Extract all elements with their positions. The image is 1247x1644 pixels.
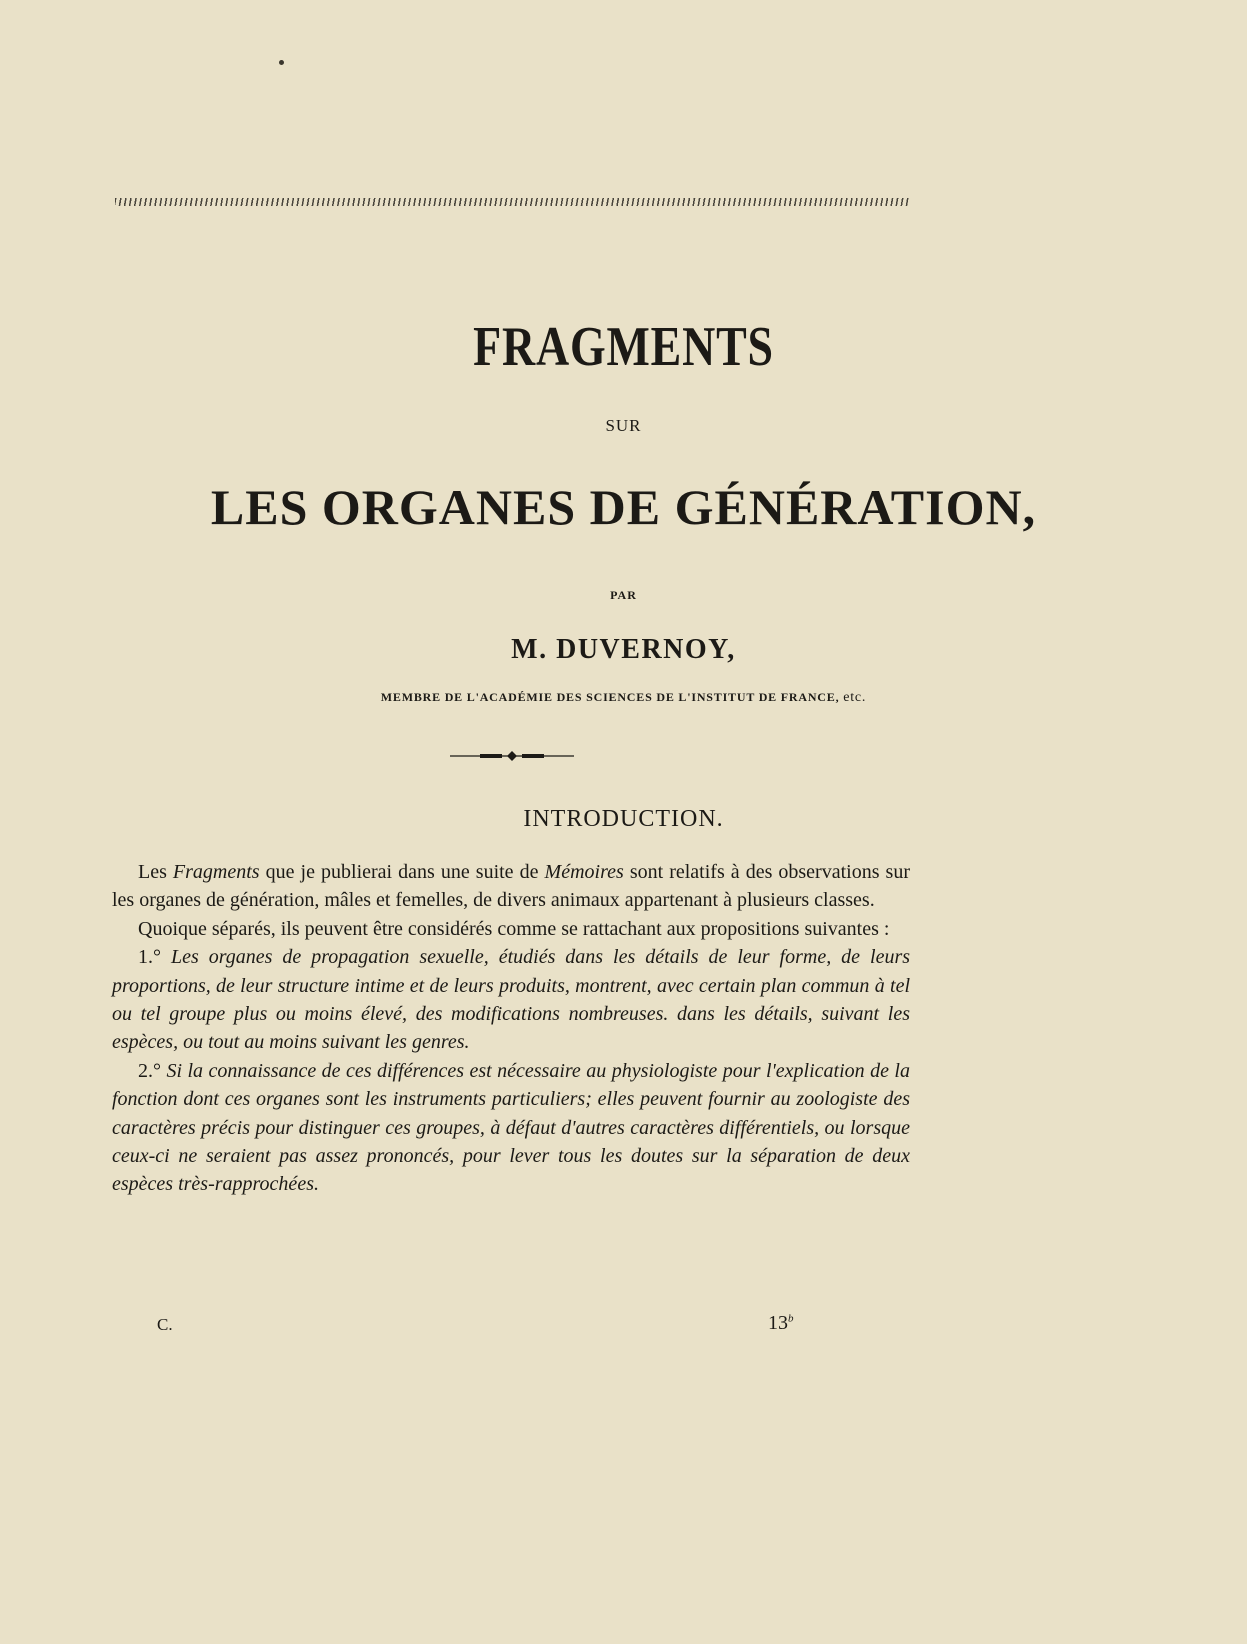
- paragraph-2: Quoique séparés, ils peuvent être considérés comme se rattachant aux propositions suivantes :: [138, 917, 890, 940]
- proposition-2: [112, 1057, 910, 1199]
- signature-mark: C.: [157, 1315, 173, 1334]
- affiliation-text: MEMBRE DE L'ACADÉMIE DES SCIENCES DE L'INSTITUT DE FRANCE,: [380, 690, 840, 704]
- page-number-superscript: b: [788, 1312, 794, 1325]
- paragraph-1-text-c: sont relatifs à des observations sur les organes de génération, mâles et femelles, de divers animaux appartenant à plusieurs classes.: [112, 861, 910, 912]
- section-heading: INTRODUCTION.: [523, 806, 724, 832]
- subtitle: LES ORGANES DE GÉNÉRATION,: [210, 479, 1037, 535]
- author-prefix: PAR: [610, 588, 637, 602]
- ink-speck: [279, 60, 284, 65]
- proposition-1: [112, 943, 910, 1057]
- proposition-1-text: Les organes de propagation sexuelle, étudiés dans les détails de leur forme, de leurs proportions, de leur structure intime et de leurs produits, montrent, avec certain plan commun à tel ou tel groupe plus ou moins élevé, des modifications nombreuses. dans les détails, suivant les espèces, ou tout au moins suivant les genres.: [112, 946, 911, 1054]
- main-title: FRAGMENTS: [473, 316, 774, 378]
- paragraph-1-italic-b: Mémoires: [544, 861, 624, 883]
- affiliation-etc: etc.: [843, 690, 867, 705]
- author-name: M. DUVERNOY,: [511, 634, 736, 665]
- proposition-2-number: 2.°: [138, 1059, 167, 1082]
- author-affiliation: [0, 690, 1247, 706]
- proposition-1-number: 1.°: [138, 946, 171, 969]
- paragraph-1-text-a: Les: [138, 861, 173, 883]
- body-text: [112, 858, 910, 1199]
- title-connector: SUR: [605, 416, 642, 435]
- page-number: [768, 1312, 794, 1335]
- paragraph-1: [112, 858, 910, 915]
- paragraph-1-italic-a: Fragments: [172, 861, 260, 883]
- proposition-2-text: Si la connaissance de ces différences est nécessaire au physiologiste pour l'explication de la fonction dont ces organes sont les instruments particuliers; elles peuvent fournir au zoologiste des caractères précis pour distinguer ces groupes, à défaut d'autres caractères différentiels, ou lorsque ceux-ci ne seraient pas assez prononcés, pour lever tous les doutes sur la séparation de deux espèces très-rapprochées.: [112, 1059, 910, 1196]
- paragraph-1-text-b: que je publierai dans une suite de: [259, 861, 545, 883]
- section-ornament: [450, 750, 574, 762]
- top-dotted-rule: [115, 198, 910, 206]
- page-number-value: 13: [768, 1312, 788, 1334]
